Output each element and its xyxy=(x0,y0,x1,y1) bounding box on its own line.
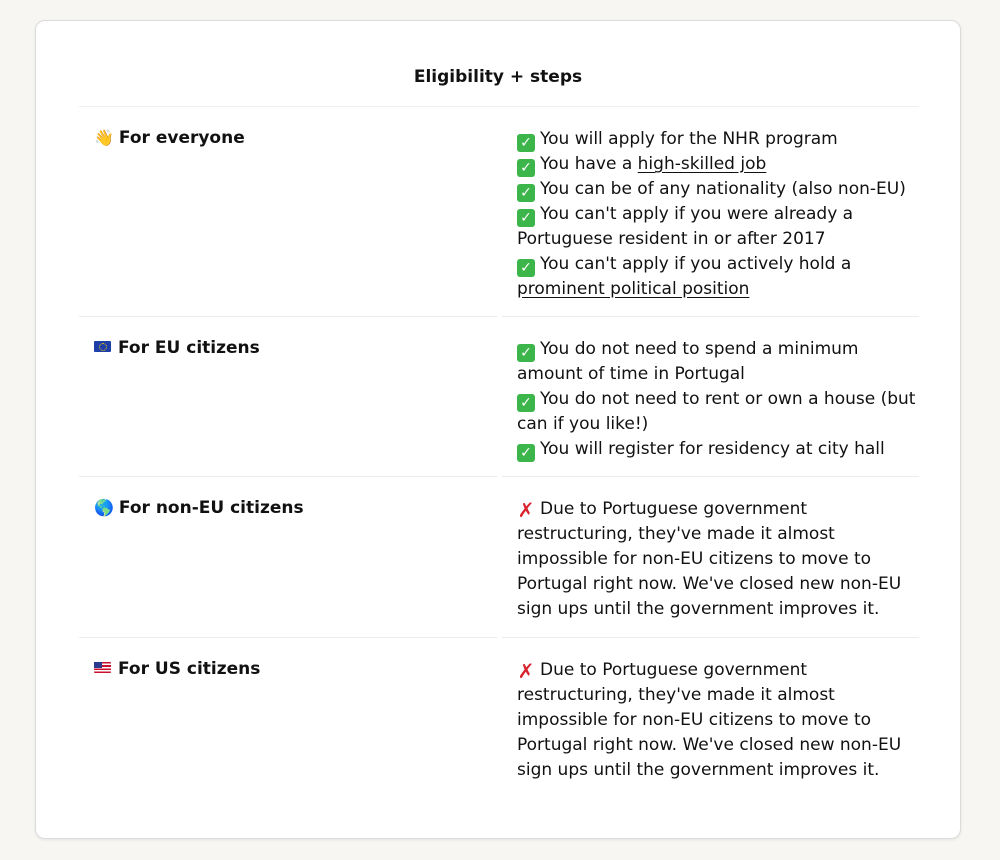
check-icon: ✓ xyxy=(517,134,535,152)
item-text: You can't apply if you actively hold a xyxy=(540,254,852,274)
waving-hand-icon: 👋 xyxy=(94,128,114,147)
item-text: Due to Portuguese government restructuring, they've made it almost impossible for non-EU citizens to move to Portugal right now. We've closed new non-EU sign ups until the government improves it. xyxy=(517,660,902,780)
item-text: You can be of any nationality (also non-EU) xyxy=(540,179,906,199)
requirement-list xyxy=(517,658,917,783)
eligibility-row-eu xyxy=(79,317,919,477)
cross-icon: ✗ xyxy=(517,659,535,683)
check-icon: ✓ xyxy=(517,344,535,362)
requirement-list xyxy=(517,497,917,622)
row-label xyxy=(94,497,304,519)
list-item xyxy=(517,252,917,302)
list-item xyxy=(517,337,917,387)
list-item xyxy=(517,437,917,462)
row-label-text: For US citizens xyxy=(118,659,261,679)
row-label xyxy=(94,127,245,149)
list-item xyxy=(517,497,917,622)
high-skilled-job-link[interactable]: high-skilled job xyxy=(637,154,767,174)
check-icon: ✓ xyxy=(517,159,535,177)
check-icon: ✓ xyxy=(517,444,535,462)
list-item xyxy=(517,202,917,252)
row-label-text: For EU citizens xyxy=(118,338,260,358)
eligibility-row-non-eu xyxy=(79,477,919,638)
globe-icon: 🌎 xyxy=(94,498,114,517)
item-text: You will register for residency at city hall xyxy=(540,439,885,459)
requirement-list xyxy=(517,127,917,302)
row-label xyxy=(94,337,260,359)
page-title: Eligibility + steps xyxy=(413,67,583,87)
us-flag-icon xyxy=(94,662,111,673)
list-item xyxy=(517,127,917,152)
check-icon: ✓ xyxy=(517,209,535,227)
item-text: Due to Portuguese government restructuring, they've made it almost impossible for non-EU citizens to move to Portugal right now. We've closed new non-EU sign ups until the government improves it. xyxy=(517,499,902,619)
row-label xyxy=(94,658,260,680)
item-text: You do not need to spend a minimum amount of time in Portugal xyxy=(517,339,859,384)
check-icon: ✓ xyxy=(517,394,535,412)
eligibility-row-everyone xyxy=(79,107,919,317)
row-label-text: For non-EU citizens xyxy=(118,498,304,518)
political-position-link[interactable]: prominent political position xyxy=(517,279,750,299)
row-label-text: For everyone xyxy=(118,128,245,148)
item-text: You can't apply if you were already a Portuguese resident in or after 2017 xyxy=(517,204,854,249)
cross-icon: ✗ xyxy=(517,498,535,522)
eligibility-card xyxy=(35,20,961,839)
list-item xyxy=(517,177,917,202)
list-item xyxy=(517,658,917,783)
eu-flag-icon xyxy=(94,341,111,352)
eligibility-row-us xyxy=(79,638,919,798)
item-text: You will apply for the NHR program xyxy=(540,129,838,149)
list-item xyxy=(517,152,917,177)
item-text: You have a xyxy=(540,154,638,174)
check-icon: ✓ xyxy=(517,184,535,202)
check-icon: ✓ xyxy=(517,259,535,277)
requirement-list xyxy=(517,337,917,462)
list-item xyxy=(517,387,917,437)
item-text: You do not need to rent or own a house (but can if you like!) xyxy=(517,389,916,434)
